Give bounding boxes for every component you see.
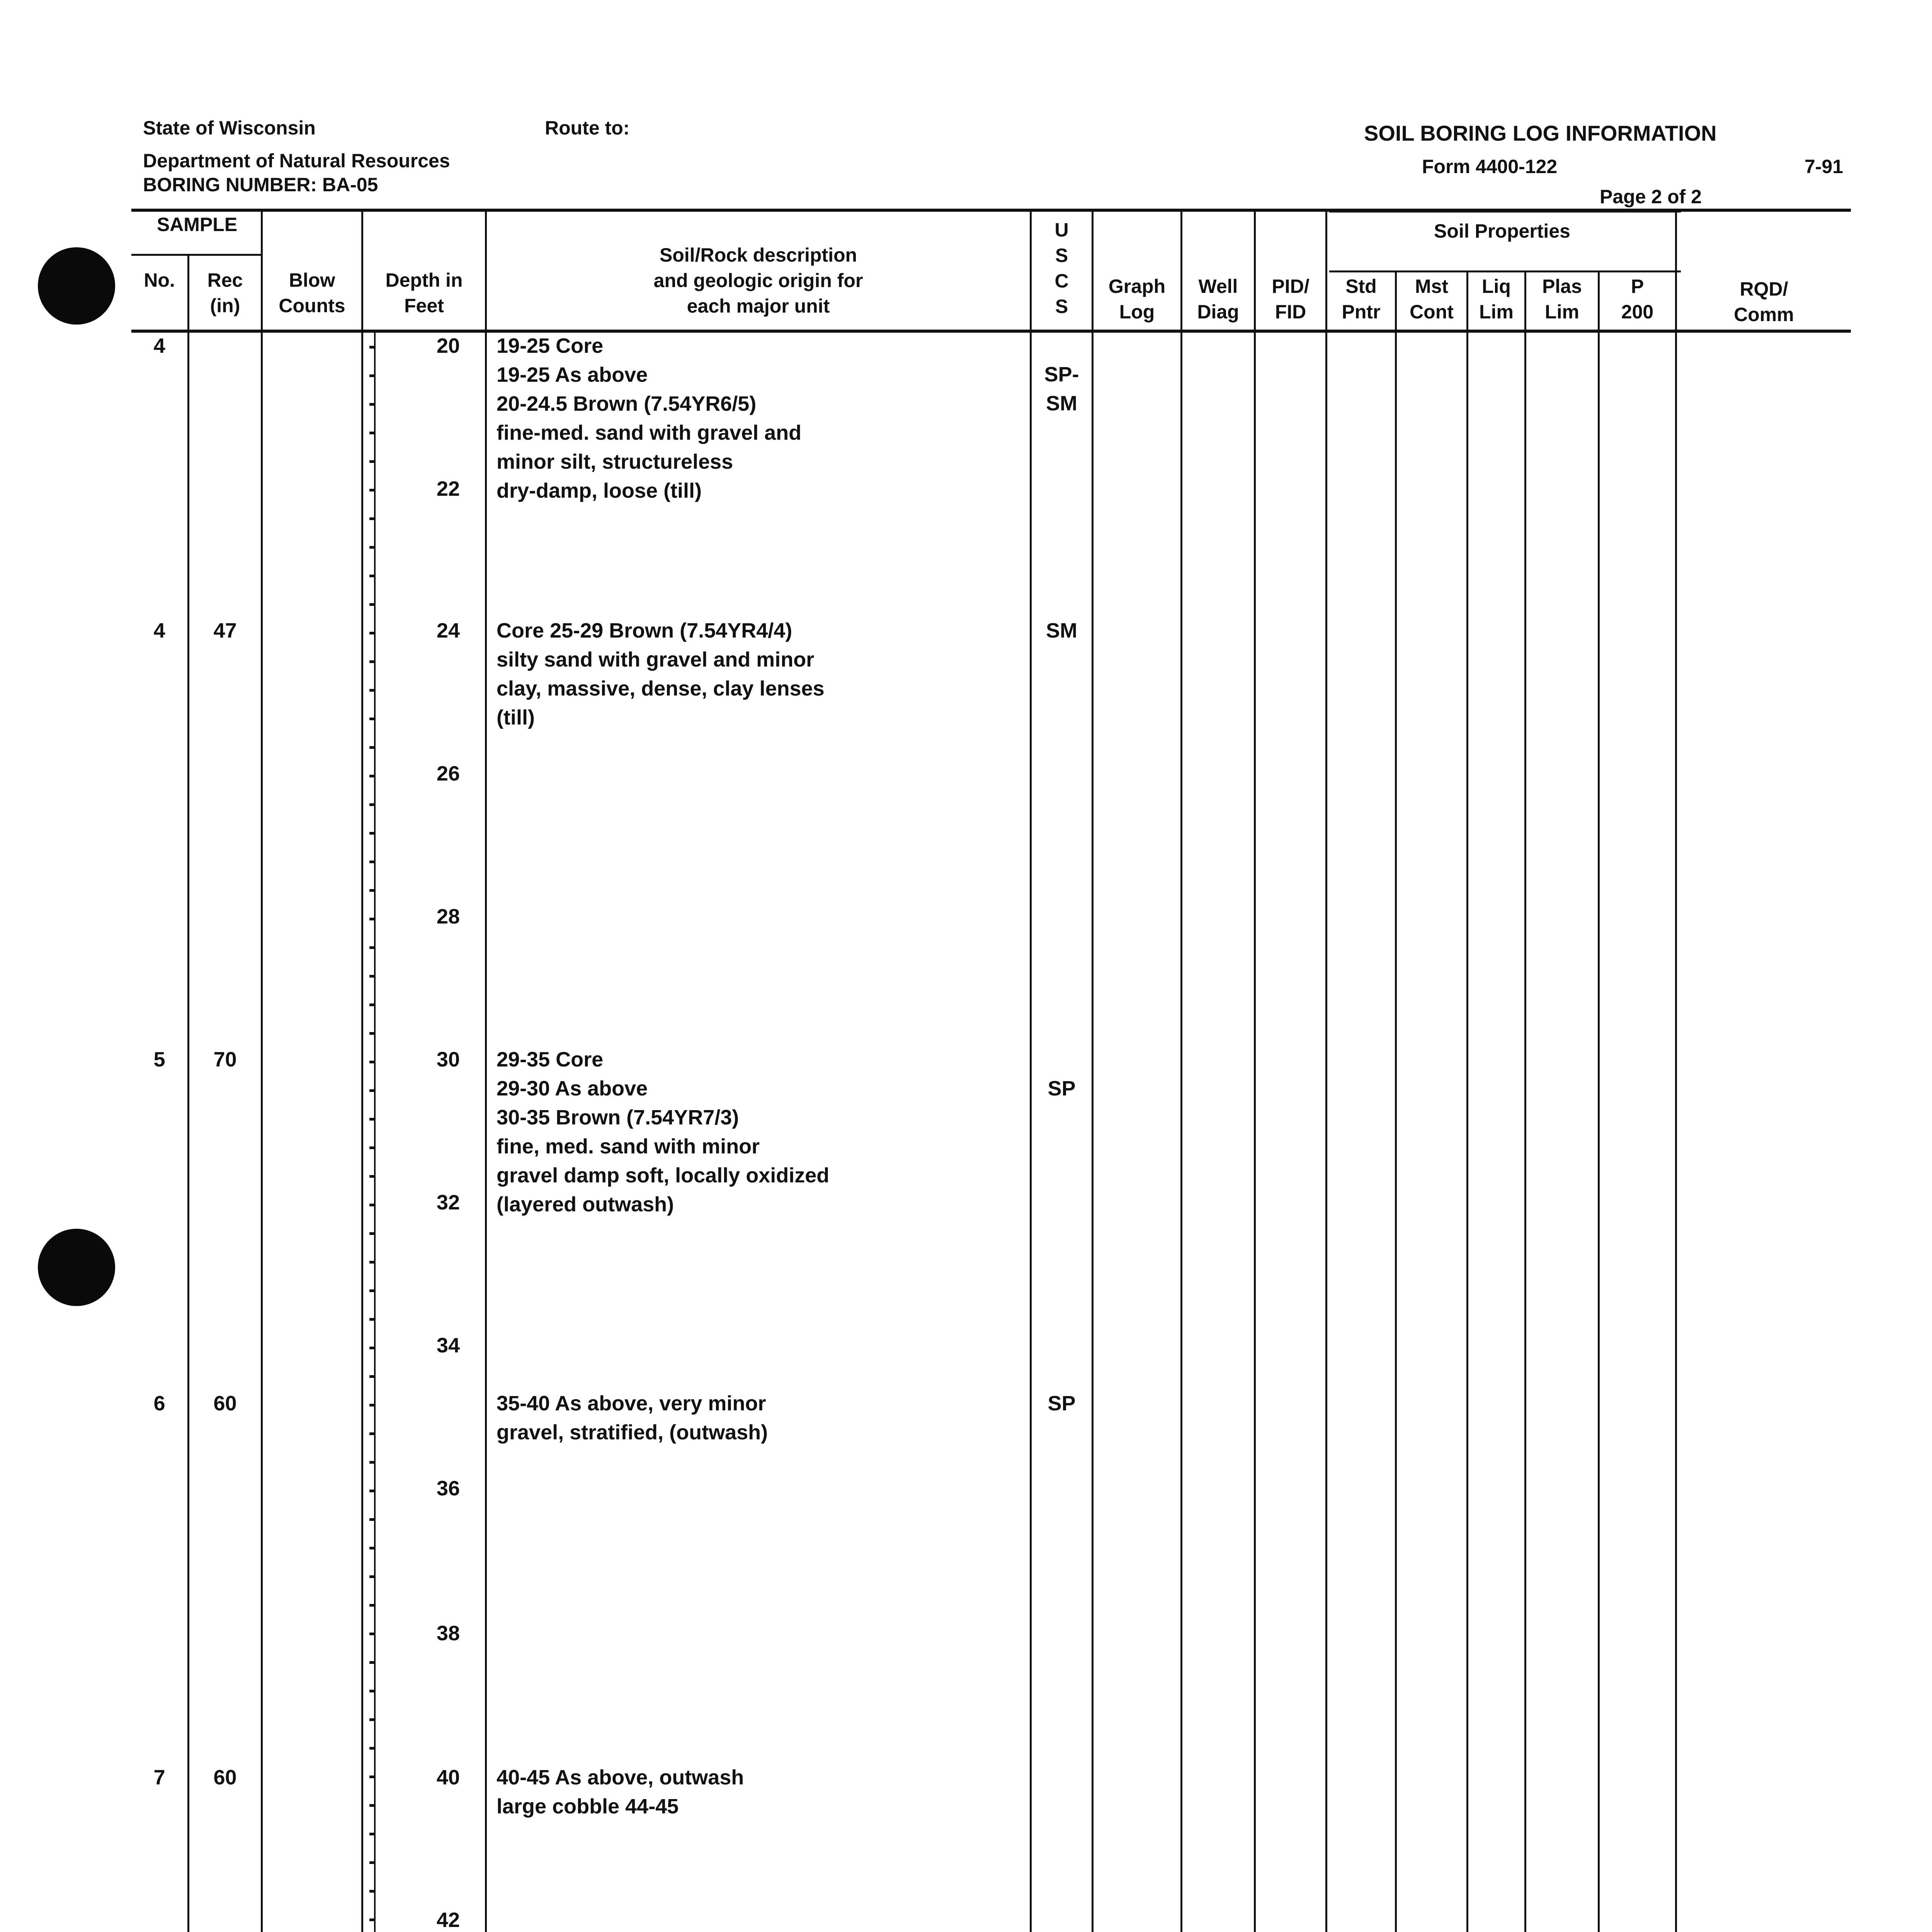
col-divider-rec-blow xyxy=(261,209,263,1932)
depth-label: 28 xyxy=(436,905,460,928)
header-pid-line1: PID/ xyxy=(1272,276,1310,297)
depth-tick xyxy=(369,832,376,835)
description-line: 29-30 As above xyxy=(497,1077,648,1100)
depth-label: 22 xyxy=(436,477,460,500)
depth-tick xyxy=(369,1347,376,1349)
sample-rec: 60 xyxy=(213,1392,237,1415)
header-mst-line1: Mst xyxy=(1415,276,1449,297)
col-divider-blow-depth xyxy=(361,209,363,1932)
uscs-line: SM xyxy=(1046,619,1077,642)
description-block xyxy=(497,1389,768,1447)
depth-tick xyxy=(369,1833,376,1835)
depth-tick xyxy=(369,374,376,377)
depth-tick xyxy=(369,1547,376,1549)
description-line: gravel damp soft, locally oxidized xyxy=(497,1164,830,1187)
depth-tick xyxy=(369,1890,376,1893)
header-well-line1: Well xyxy=(1198,276,1238,297)
description-block xyxy=(497,1763,744,1821)
depth-tick xyxy=(369,1089,376,1092)
depth-tick xyxy=(369,803,376,806)
depth-tick xyxy=(369,1146,376,1149)
depth-label: 32 xyxy=(436,1191,460,1214)
header-desc-line3: each major unit xyxy=(687,295,830,317)
col-divider-pid-std xyxy=(1325,209,1327,1932)
depth-tick xyxy=(369,1575,376,1578)
header-pid-fid xyxy=(1256,274,1325,325)
depth-tick xyxy=(369,1804,376,1807)
sample-header-rule xyxy=(131,254,263,256)
depth-tick xyxy=(369,1690,376,1692)
description-line: 20-24.5 Brown (7.54YR6/5) xyxy=(497,392,757,415)
depth-label: 36 xyxy=(436,1477,460,1500)
header-desc-line2: and geologic origin for xyxy=(653,270,863,291)
header-uscs xyxy=(1032,217,1092,319)
header-uscs-c: C xyxy=(1054,270,1069,292)
soil-properties-header-top xyxy=(1329,211,1681,213)
description-block xyxy=(497,332,801,505)
description-line: 19-25 As above xyxy=(497,363,648,386)
header-p200-line1: P xyxy=(1631,276,1644,297)
depth-tick xyxy=(369,1661,376,1664)
form-revision: 7-91 xyxy=(1804,156,1844,177)
header-depth xyxy=(363,267,485,318)
form-title: SOIL BORING LOG INFORMATION xyxy=(1364,121,1717,145)
depth-tick xyxy=(369,861,376,863)
col-divider-no-rec xyxy=(187,255,189,1932)
depth-tick xyxy=(369,689,376,692)
description-line: silty sand with gravel and minor xyxy=(497,648,815,671)
col-divider-uscs-graph xyxy=(1092,209,1094,1932)
boring-number: BORING NUMBER: BA-05 xyxy=(143,174,378,196)
depth-tick xyxy=(369,1747,376,1750)
uscs-line: SP xyxy=(1048,1392,1076,1415)
header-plas-line2: Lim xyxy=(1545,301,1579,323)
col-divider-plas-p200 xyxy=(1598,270,1600,1932)
header-uscs-u: U xyxy=(1054,219,1069,241)
depth-tick xyxy=(369,889,376,892)
header-desc-line1: Soil/Rock description xyxy=(659,244,857,266)
description-line: gravel, stratified, (outwash) xyxy=(497,1421,768,1444)
depth-tick xyxy=(369,546,376,549)
header-mst-cont xyxy=(1397,274,1466,325)
description-line: fine-med. sand with gravel and xyxy=(497,421,802,444)
header-graph-log xyxy=(1094,274,1180,325)
depth-tick xyxy=(369,1776,376,1778)
header-rqd-line1: RQD/ xyxy=(1740,278,1788,300)
col-divider-mst-liq xyxy=(1466,270,1468,1932)
header-p200-line2: 200 xyxy=(1621,301,1654,323)
description-line: (till) xyxy=(497,706,535,729)
header-rec-line2: (in) xyxy=(210,295,240,316)
header-well-diag xyxy=(1182,274,1254,325)
header-graph-line2: Log xyxy=(1119,301,1155,323)
depth-tick xyxy=(369,1318,376,1321)
header-rec-line1: Rec xyxy=(207,269,243,291)
depth-tick xyxy=(369,1861,376,1864)
header-well-line2: Diag xyxy=(1197,301,1239,323)
col-divider-std-mst xyxy=(1395,270,1397,1932)
depth-tick xyxy=(369,1232,376,1235)
description-line: 35-40 As above, very minor xyxy=(497,1392,766,1415)
header-soil-properties: Soil Properties xyxy=(1434,220,1570,242)
sample-rec: 70 xyxy=(213,1048,237,1071)
depth-tick xyxy=(369,1518,376,1521)
punch-hole-top xyxy=(38,247,115,325)
uscs-line: SM xyxy=(1046,392,1077,415)
header-rqd-comm xyxy=(1677,276,1851,327)
header-sample: SAMPLE xyxy=(156,214,238,235)
description-line: (layered outwash) xyxy=(497,1193,674,1216)
description-line: large cobble 44-45 xyxy=(497,1795,679,1818)
depth-tick xyxy=(369,1204,376,1206)
depth-tick xyxy=(369,1404,376,1406)
depth-tick xyxy=(369,975,376,978)
description-block xyxy=(497,1045,829,1219)
department-label: Department of Natural Resources xyxy=(143,150,450,172)
col-divider-p200-rqd xyxy=(1675,209,1677,1932)
depth-tick xyxy=(369,746,376,749)
depth-label: 26 xyxy=(436,762,460,785)
depth-tick xyxy=(369,1461,376,1464)
depth-tick xyxy=(369,1432,376,1435)
depth-label: 24 xyxy=(436,619,460,642)
depth-tick xyxy=(369,403,376,406)
depth-tick xyxy=(369,603,376,606)
depth-tick xyxy=(369,1718,376,1721)
route-to-label: Route to: xyxy=(545,117,630,139)
header-uscs-s1: S xyxy=(1055,245,1068,266)
depth-tick xyxy=(369,1261,376,1264)
column-header-bottom-rule xyxy=(131,330,1851,333)
sample-no: 7 xyxy=(153,1766,165,1789)
depth-tick xyxy=(369,775,376,777)
header-liq-lim xyxy=(1468,274,1524,325)
header-rec xyxy=(189,267,261,318)
depth-tick xyxy=(369,946,376,949)
depth-tick xyxy=(369,575,376,577)
col-divider-liq-plas xyxy=(1524,270,1526,1932)
sample-no: 6 xyxy=(153,1392,165,1415)
description-line: 30-35 Brown (7.54YR7/3) xyxy=(497,1106,739,1129)
form-number: Form 4400-122 xyxy=(1422,156,1558,177)
depth-tick xyxy=(369,1375,376,1378)
header-pid-line2: FID xyxy=(1275,301,1306,323)
depth-label: 42 xyxy=(436,1908,460,1932)
header-graph-line1: Graph xyxy=(1108,276,1166,297)
description-line: fine, med. sand with minor xyxy=(497,1135,760,1158)
uscs-code xyxy=(1032,1074,1092,1103)
depth-label: 20 xyxy=(436,334,460,357)
uscs-code xyxy=(1032,360,1092,418)
depth-tick xyxy=(369,660,376,663)
depth-tick xyxy=(369,1490,376,1492)
depth-tick xyxy=(369,460,376,463)
col-divider-desc-uscs xyxy=(1030,209,1032,1932)
depth-tick xyxy=(369,1118,376,1121)
punch-hole-middle xyxy=(38,1229,115,1306)
description-line: clay, massive, dense, clay lenses xyxy=(497,677,825,700)
depth-label: 34 xyxy=(436,1334,460,1357)
header-blow-line2: Counts xyxy=(279,295,345,316)
description-line: 19-25 Core xyxy=(497,334,604,357)
description-line: Core 25-29 Brown (7.54YR4/4) xyxy=(497,619,793,642)
header-depth-line2: Feet xyxy=(404,295,444,316)
header-rqd-line2: Comm xyxy=(1734,304,1794,325)
header-std-pntr xyxy=(1327,274,1395,325)
depth-tick xyxy=(369,1633,376,1635)
sample-no: 4 xyxy=(153,619,165,642)
depth-tick xyxy=(369,632,376,634)
header-uscs-s2: S xyxy=(1055,296,1068,317)
uscs-code xyxy=(1032,1389,1092,1418)
uscs-line: SP- xyxy=(1044,363,1079,386)
uscs-code xyxy=(1032,616,1092,645)
header-liq-line2: Lim xyxy=(1479,301,1514,323)
col-divider-graph-well xyxy=(1180,209,1182,1932)
depth-tick xyxy=(369,489,376,492)
col-divider-well-pid xyxy=(1254,209,1256,1932)
description-line: 40-45 As above, outwash xyxy=(497,1766,744,1789)
depth-tick xyxy=(369,1175,376,1178)
header-depth-line1: Depth in xyxy=(385,269,463,291)
depth-label: 40 xyxy=(436,1766,460,1789)
sample-no: 5 xyxy=(153,1048,165,1071)
header-liq-line1: Liq xyxy=(1482,276,1511,297)
depth-tick xyxy=(369,346,376,349)
depth-tick xyxy=(369,1604,376,1607)
header-plas-line1: Plas xyxy=(1542,276,1582,297)
depth-tick xyxy=(369,918,376,920)
sample-no: 4 xyxy=(153,334,165,357)
depth-label: 30 xyxy=(436,1048,460,1071)
depth-tick xyxy=(369,1032,376,1035)
soil-properties-header-rule xyxy=(1329,270,1681,272)
sample-rec: 47 xyxy=(213,619,237,642)
depth-label: 38 xyxy=(436,1622,460,1645)
depth-tick xyxy=(369,1061,376,1063)
description-line: dry-damp, loose (till) xyxy=(497,479,702,502)
depth-tick xyxy=(369,1003,376,1006)
header-p200 xyxy=(1600,274,1675,325)
header-blow-counts xyxy=(263,267,361,318)
description-line: 29-35 Core xyxy=(497,1048,604,1071)
header-std-line1: Std xyxy=(1345,276,1377,297)
depth-tick xyxy=(369,718,376,720)
header-blow-line1: Blow xyxy=(289,269,335,291)
header-description xyxy=(487,242,1030,319)
depth-tick xyxy=(369,432,376,434)
uscs-line: SP xyxy=(1048,1077,1076,1100)
header-std-line2: Pntr xyxy=(1342,301,1381,323)
header-no: No. xyxy=(144,269,175,291)
description-line: minor silt, structureless xyxy=(497,450,733,473)
description-block xyxy=(497,616,825,732)
page-indicator: Page 2 of 2 xyxy=(1600,186,1702,207)
depth-tick xyxy=(369,1918,376,1921)
depth-tick xyxy=(369,1289,376,1292)
state-label: State of Wisconsin xyxy=(143,117,316,139)
depth-tick xyxy=(369,517,376,520)
header-plas-lim xyxy=(1526,274,1598,325)
sample-rec: 60 xyxy=(213,1766,237,1789)
header-mst-line2: Cont xyxy=(1410,301,1454,323)
col-divider-depth-desc xyxy=(485,209,487,1932)
